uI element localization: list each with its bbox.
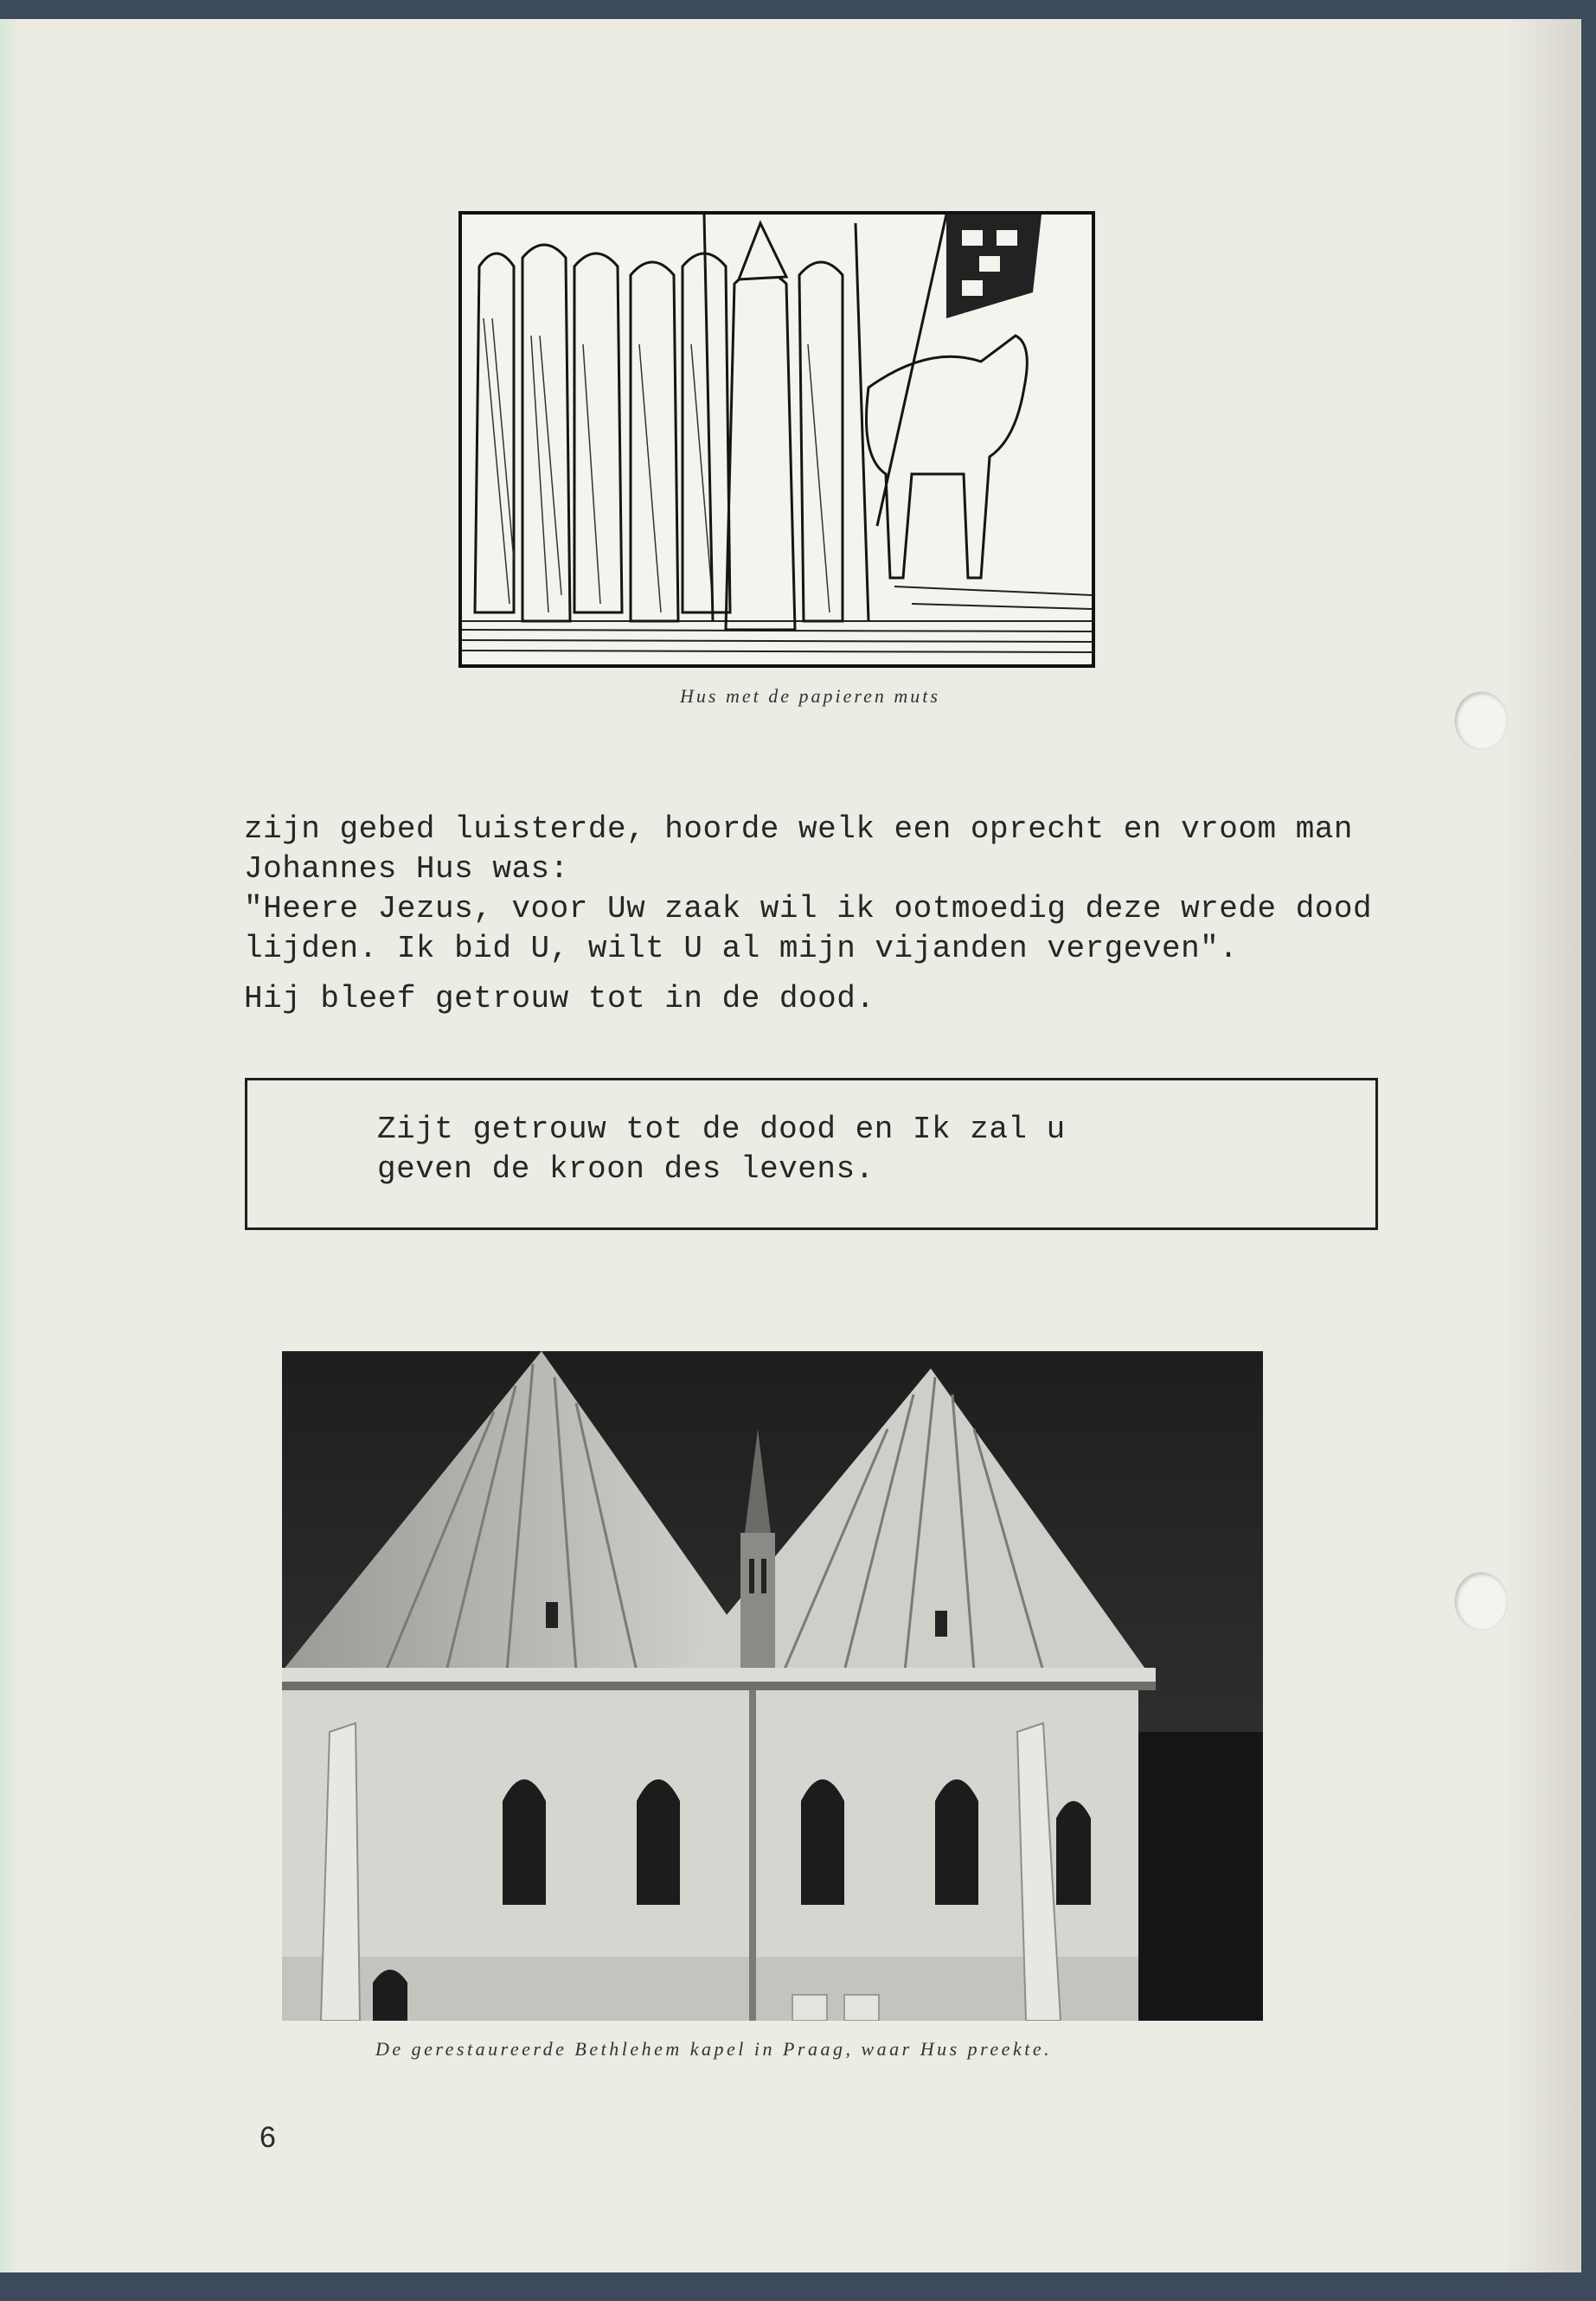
body-line-5: Hij bleef getrouw tot in de dood. — [244, 981, 875, 1016]
body-line-3: "Heere Jezus, voor Uw zaak wil ik ootmoedig deze wrede dood — [244, 891, 1373, 926]
woodcut-caption: Hus met de papieren muts — [680, 685, 940, 707]
woodcut-drawing — [462, 215, 1092, 664]
punch-hole-bottom — [1455, 1573, 1507, 1630]
book-page — [0, 19, 1581, 2272]
body-line-1: zijn gebed luisterde, hoorde welk een oprecht en vroom man — [244, 811, 1354, 847]
chapel-photo-caption: De gerestaureerde Bethlehem kapel in Praag, waar Hus preekte. — [375, 2038, 1053, 2060]
body-line-4: lijden. Ik bid U, wilt U al mijn vijanden vergeven". — [244, 931, 1239, 966]
body-line-2: Johannes Hus was: — [244, 851, 569, 887]
punch-hole-top — [1455, 692, 1507, 749]
page-number: 6 — [260, 2121, 276, 2154]
verse-line-1: Zijt getrouw tot de dood en Ik zal u — [377, 1112, 1066, 1147]
chapel-drawing — [282, 1351, 1263, 2021]
chapel-photo — [282, 1351, 1263, 2021]
verse-box — [245, 1078, 1378, 1230]
woodcut-illustration — [458, 211, 1095, 668]
verse-line-2: geven de kroon des levens. — [377, 1151, 875, 1187]
